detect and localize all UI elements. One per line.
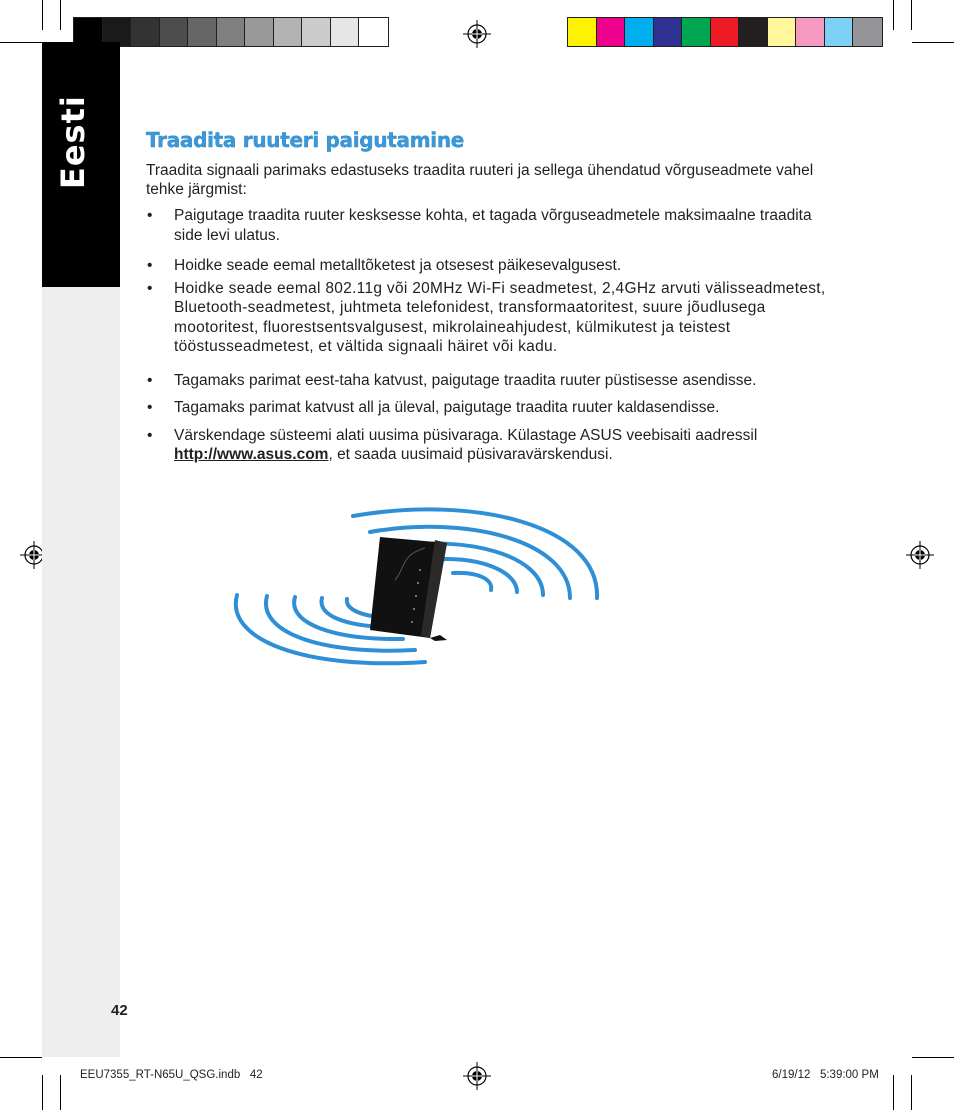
crop-mark (912, 1057, 954, 1058)
bullet-icon: • (147, 279, 153, 297)
bullet-icon: • (147, 207, 153, 224)
bullet-icon: • (147, 257, 153, 274)
list-item-text: Paigutage traadita ruuter kesksesse kohta, et tagada võrguseadmetele maksimaalne traadita side levi ulatus. (174, 207, 812, 244)
section-title: Traadita ruuteri paigutamine (146, 128, 465, 152)
crop-mark (911, 1075, 912, 1110)
color-swatch (625, 18, 654, 46)
list-item-text: Tagamaks parimat katvust all ja üleval, paigutage traadita ruuter kaldasendisse. (174, 399, 720, 416)
color-swatch (245, 18, 274, 46)
crop-mark (911, 0, 912, 30)
process-color-bar (567, 17, 883, 47)
color-swatch (711, 18, 740, 46)
color-swatch (359, 18, 388, 46)
crop-mark (42, 0, 43, 30)
language-tab-label: Eesti (54, 95, 92, 189)
color-swatch (739, 18, 768, 46)
crop-mark (893, 1075, 894, 1110)
list-item (146, 398, 830, 418)
crop-mark (42, 1075, 43, 1110)
color-swatch (131, 18, 160, 46)
side-strip (42, 287, 120, 1057)
list-item-text-end: , et saada uusimaid püsivaravärskendusi. (328, 446, 613, 463)
color-swatch (331, 18, 360, 46)
list-item (146, 371, 830, 391)
list-item-text: Tagamaks parimat eest-taha katvust, paigutage traadita ruuter püstisesse asendisse. (174, 371, 757, 389)
crop-mark (60, 1075, 61, 1110)
crop-mark (893, 0, 894, 30)
grayscale-color-bar (73, 17, 389, 47)
page-number: 42 (111, 1002, 128, 1019)
color-swatch (682, 18, 711, 46)
list-item (146, 256, 830, 276)
list-item-text: Hoidke seade eemal metalltõketest ja otsesest päikesevalgusest. (174, 257, 622, 274)
footer-datetime: 6/19/12 5:39:00 PM (772, 1069, 879, 1081)
color-swatch (217, 18, 246, 46)
color-swatch (568, 18, 597, 46)
crop-mark (0, 42, 42, 43)
intro-paragraph: Traadita signaali parimaks edastuseks traadita ruuteri ja sellega ühendatud võrguseadmete vahel tehke järgmist: (146, 162, 814, 198)
bullet-icon: • (147, 371, 153, 389)
footer-file-info: EEU7355_RT-N65U_QSG.indb 42 (80, 1069, 263, 1081)
color-swatch (796, 18, 825, 46)
color-swatch (160, 18, 189, 46)
list-item (146, 279, 830, 357)
bullet-icon: • (147, 426, 153, 444)
registration-mark-icon (906, 541, 934, 569)
crop-mark (912, 42, 954, 43)
crop-mark (0, 1057, 42, 1058)
list-item (146, 426, 830, 465)
bullet-icon: • (147, 399, 153, 416)
color-swatch (274, 18, 303, 46)
crop-mark (60, 0, 61, 30)
registration-mark-icon (463, 1062, 491, 1090)
color-swatch (768, 18, 797, 46)
registration-mark-icon (463, 20, 491, 48)
asus-website-link[interactable]: http://www.asus.com (174, 446, 329, 463)
list-item-text-start: Värskendage süsteemi alati uusima püsivaraga. Külastage ASUS veebisaiti aadressil (174, 426, 758, 444)
color-swatch (188, 18, 217, 46)
color-swatch (654, 18, 683, 46)
tips-list (146, 206, 830, 465)
color-swatch (597, 18, 626, 46)
list-item (146, 206, 830, 245)
color-swatch (825, 18, 854, 46)
list-item-text: Hoidke seade eemal 802.11g või 20MHz Wi-Fi seadmetest, 2,4GHz arvuti välisseadmetest, Bluetooth-seadmetest, juhtmeta telefonidest, transformaatoritest, suure jõudlusega mootoritest, fluorestsentsvalgusest, mikrolaineahjudest, külmikutest ja teistest tööstusseadmetest, et vältida signaali häiret või kadu. (174, 279, 826, 355)
color-swatch (853, 18, 882, 46)
color-swatch (302, 18, 331, 46)
router-signal-illustration (225, 500, 615, 680)
